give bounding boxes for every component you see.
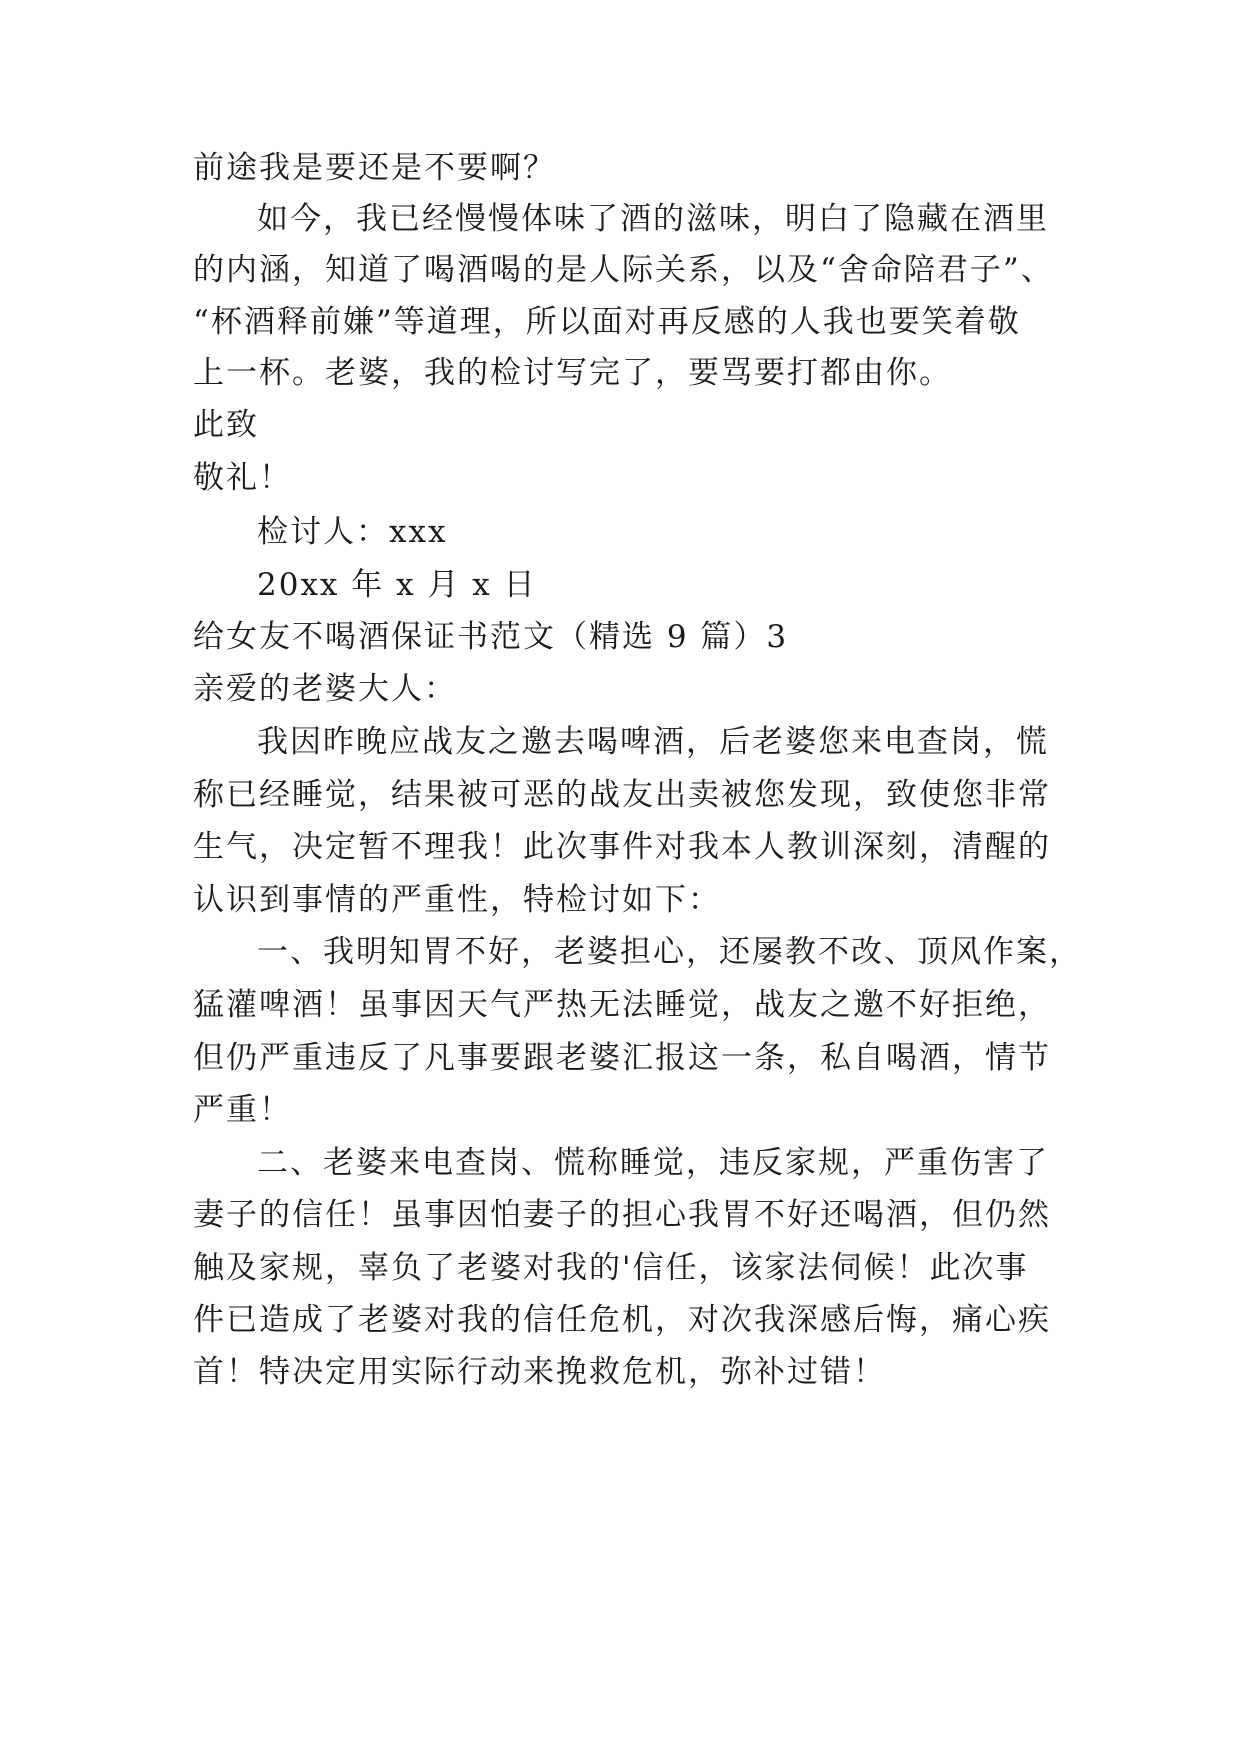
- text-line: 生气，决定暂不理我！此次事件对我本人教训深刻，清醒的: [193, 829, 1051, 865]
- text-line: 我因昨晚应战友之邀去喝啤酒，后老婆您来电查岗，慌: [257, 724, 1049, 760]
- text-line: 触及家规，辜负了老婆对我的'信任，该家法伺候！此次事: [193, 1250, 1029, 1286]
- text-line: 二、老婆来电查岗、慌称睡觉，违反家规，严重伤害了: [257, 1145, 1049, 1181]
- date-line: 20xx 年 x 月 x 日: [257, 567, 537, 603]
- text-line: 一、我明知胃不好，老婆担心，还屡教不改、顶风作案，: [257, 934, 1082, 970]
- text-line: 上一杯。老婆，我的检讨写完了，要骂要打都由你。: [193, 355, 952, 391]
- text-line: 件已造成了老婆对我的信任危机，对次我深感后悔，痛心疾: [193, 1302, 1051, 1338]
- text-line: 如今，我已经慢慢体味了酒的滋味，明白了隐藏在酒里: [257, 201, 1049, 237]
- greeting-line: 亲爱的老婆大人：: [193, 671, 457, 707]
- signature-line: 检讨人：xxx: [257, 514, 448, 550]
- text-line: 称已经睡觉，结果被可恶的战友出卖被您发现，致使您非常: [193, 777, 1051, 813]
- text-line: 严重！: [193, 1092, 292, 1128]
- text-line: 认识到事情的严重性，特检讨如下：: [193, 882, 721, 918]
- text-line: 首！特决定用实际行动来挽救危机，弥补过错！: [193, 1354, 886, 1390]
- text-line: “杯酒释前嫌”等道理，所以面对再反感的人我也要笑着敬: [193, 304, 1021, 340]
- text-line: 的内涵，知道了喝酒喝的是人际关系，以及“舍命陪君子”、: [193, 252, 1054, 288]
- text-line: 妻子的信任！虽事因怕妻子的担心我胃不好还喝酒，但仍然: [193, 1197, 1051, 1233]
- text-line: 前途我是要还是不要啊？: [193, 150, 556, 186]
- text-line: 但仍严重违反了凡事要跟老婆汇报这一条，私自喝酒，情节: [193, 1040, 1051, 1076]
- salutation-regards: 敬礼！: [193, 460, 292, 496]
- salutation-closing: 此致: [193, 407, 259, 443]
- text-line: 猛灌啤酒！虽事因天气严热无法睡觉，战友之邀不好拒绝，: [193, 987, 1051, 1023]
- section-title: 给女友不喝酒保证书范文（精选 9 篇）3: [193, 619, 789, 655]
